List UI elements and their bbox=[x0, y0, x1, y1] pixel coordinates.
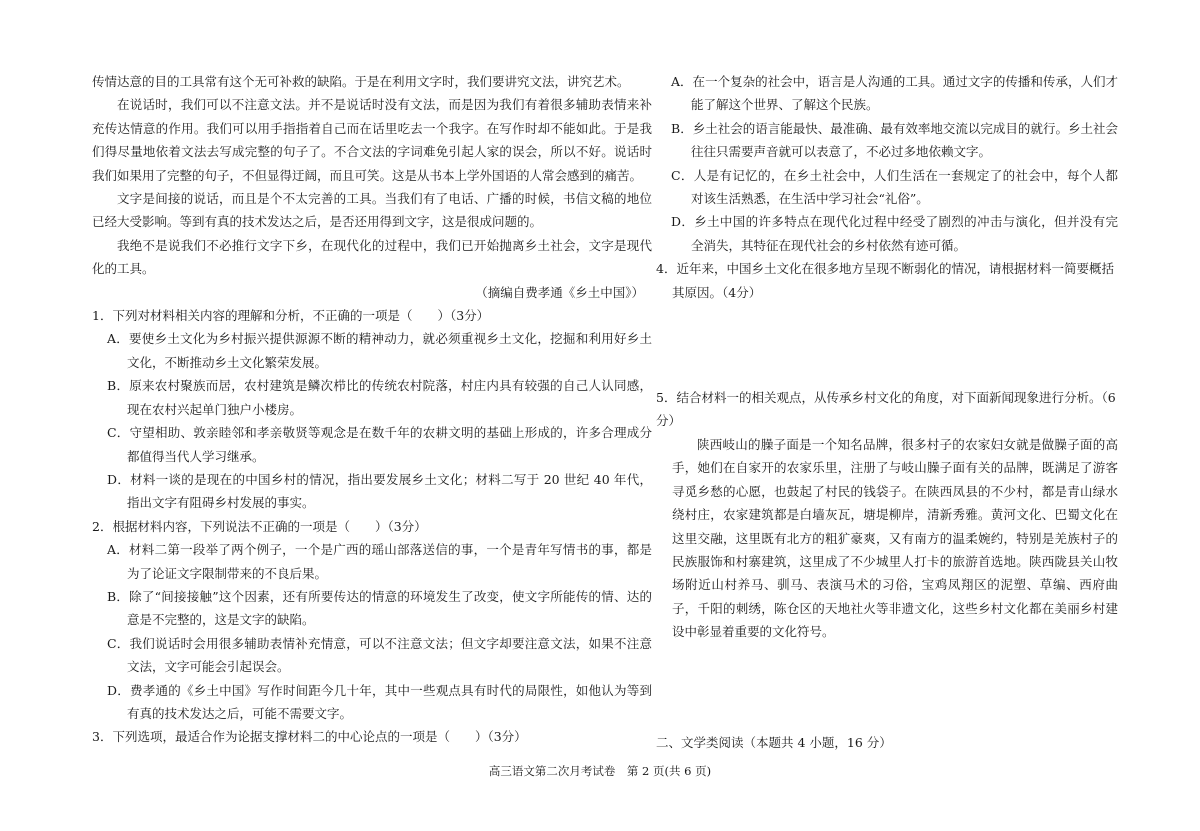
question-2-stem: 2．根据材料内容，下列说法不正确的一项是（ ）（3分） bbox=[92, 518, 427, 534]
left-column bbox=[92, 70, 652, 749]
question-3-option-c: C．人是有记忆的，在乡土社会中，人们生活在一套规定了的社会中，每个人都对该生活熟悉，在生活中学习社会“礼俗”。 bbox=[671, 167, 1118, 207]
passage-source: （摘编自费孝通《乡土中国》） bbox=[475, 284, 644, 300]
passage-paragraph-2: 在说话时，我们可以不注意文法。并不是说话时没有文法，而是因为我们有着很多辅助表情来补充传达情意的作用。我们可以用手指指着自己而在话里吃去一个我字。在写作时却不能如此。于是我们得尽量地依着文法去写成完整的句子了。不合文法的字词难免引起人家的误会，所以不好。说话时我们如果用了完整的句子，不但显得迂阔，而且可笑。这是从书本上学外国语的人常会感到的痛苦。 bbox=[92, 97, 652, 183]
question-2-option-d: D．费孝通的《乡土中国》写作时间距今几十年，其中一些观点具有时代的局限性，如他认为等到有真的技术发达之后，可能不需要文字。 bbox=[107, 682, 652, 721]
question-3-option-b: B．乡土社会的语言能最快、最准确、最有效率地交流以完成目的就行。乡土社会往往只需要声音就可以表意了，不必过多地依赖文字。 bbox=[671, 120, 1118, 160]
question-1-option-d: D．材料一谈的是现在的中国乡村的情况，指出要发展乡土文化；材料二写于 20 世纪 40 年代，指出文字有阻碍乡村发展的事实。 bbox=[107, 471, 652, 511]
passage-paragraph-3: 文字是间接的说话，而且是个不太完善的工具。当我们有了电话、广播的时候，书信文稿的地位已经大受影响。等到有真的技术发达之后，是否还用得到文字，这是很成问题的。 bbox=[92, 191, 652, 230]
question-2 bbox=[92, 515, 652, 726]
question-4-stem: 4．近年来，中国乡土文化在很多地方呈现不断弱化的情况，请根据材料一简要概括其原因。（4分） bbox=[656, 261, 1114, 300]
question-2-option-b: B．除了“间接接触”这个因素，还有所要传达的情意的环境发生了改变，使文字所能传的情、达的意是不完整的，这是文字的缺陷。 bbox=[107, 588, 652, 628]
question-3-option-d: D．乡土中国的许多特点在现代化过程中经受了剧烈的冲击与演化，但并没有完全消失，其特征在现代社会的乡村依然有迹可循。 bbox=[671, 214, 1118, 253]
question-1 bbox=[92, 304, 652, 515]
page-footer: 高三语文第二次月考试卷 第 2 页(共 6 页) bbox=[488, 764, 712, 778]
question-3-stem: 3．下列选项，最适合作为论据支撑材料二的中心论点的一项是（ ）（3分） bbox=[92, 729, 527, 745]
question-5 bbox=[656, 386, 1118, 643]
question-1-option-a: A．要使乡土文化为乡村振兴提供源源不断的精神动力，就必须重视乡土文化，挖掘和利用好乡土文化，不断推动乡土文化繁荣发展。 bbox=[107, 331, 652, 370]
question-5-stem: 5．结合材料一的相关观点，从传承乡村文化的角度，对下面新闻现象进行分析。（6分） bbox=[656, 390, 1116, 429]
passage-paragraph-1: 传情达意的目的工具常有这个无可补救的缺陷。于是在利用文字时，我们要讲究文法，讲究艺术。 bbox=[92, 74, 630, 89]
question-1-stem: 1．下列对材料相关内容的理解和分析，不正确的一项是（ ）（3分） bbox=[92, 308, 490, 324]
question-1-option-c: C．守望相助、敦亲睦邻和孝亲敬贤等观念是在数千年的农耕文明的基础上形成的，许多合理成分都值得当代人学习继承。 bbox=[107, 425, 652, 464]
question-5-passage: 陕西岐山的臊子面是一个知名品牌，很多村子的农家妇女就是做臊子面的高手，她们在自家开的农家乐里，注册了与岐山臊子面有关的品牌，既满足了游客寻觅乡愁的心愿，也鼓起了村民的钱袋子。在陕西凤县的不少村，都是青山绿水绕村庄，农家建筑都是白墙灰瓦，塘堤柳岸，清新秀雅。黄河文化、巴蜀文化在这里交融，这里既有北方的粗犷豪爽，又有南方的温柔婉约，特别是羌族村子的民族服饰和村寨建筑，这里成了不少城里人打卡的旅游首选地。陕西陇县关山牧场附近山村养马、驯马、表演马术的习俗，宝鸡凤翔区的泥塑、草编、西府曲子，千阳的刺绣，陈仓区的天地社火等非遗文化，这些乡村文化都在美丽乡村建设中彰显着重要的文化符号。 bbox=[672, 436, 1118, 640]
right-column bbox=[656, 70, 1118, 644]
question-3-option-a: A．在一个复杂的社会中，语言是人沟通的工具。通过文字的传播和传承，人们才能了解这个世界、了解这个民族。 bbox=[671, 74, 1118, 113]
passage-paragraph-4: 我绝不是说我们不必推行文字下乡，在现代化的过程中，我们已开始抛离乡土社会，文字是现代化的工具。 bbox=[92, 237, 652, 277]
question-2-option-c: C．我们说话时会用很多辅助表情补充情意，可以不注意文法；但文字却要注意文法，如果不注意文法，文字可能会引起误会。 bbox=[107, 635, 652, 675]
section-2-title: 二、文学类阅读（本题共 4 小题，16 分） bbox=[656, 735, 892, 750]
question-1-option-b: B．原来农村聚族而居，农村建筑是鳞次栉比的传统农村院落，村庄内具有较强的自己人认同感，现在农村兴起单门独户小楼房。 bbox=[107, 378, 652, 417]
question-3-options bbox=[656, 70, 1118, 257]
question-2-option-a: A．材料二第一段举了两个例子，一个是广西的瑶山部落送信的事，一个是青年写情书的事，都是为了论证文字限制带来的不良后果。 bbox=[107, 542, 652, 581]
question-4-answer-space bbox=[656, 304, 1118, 386]
